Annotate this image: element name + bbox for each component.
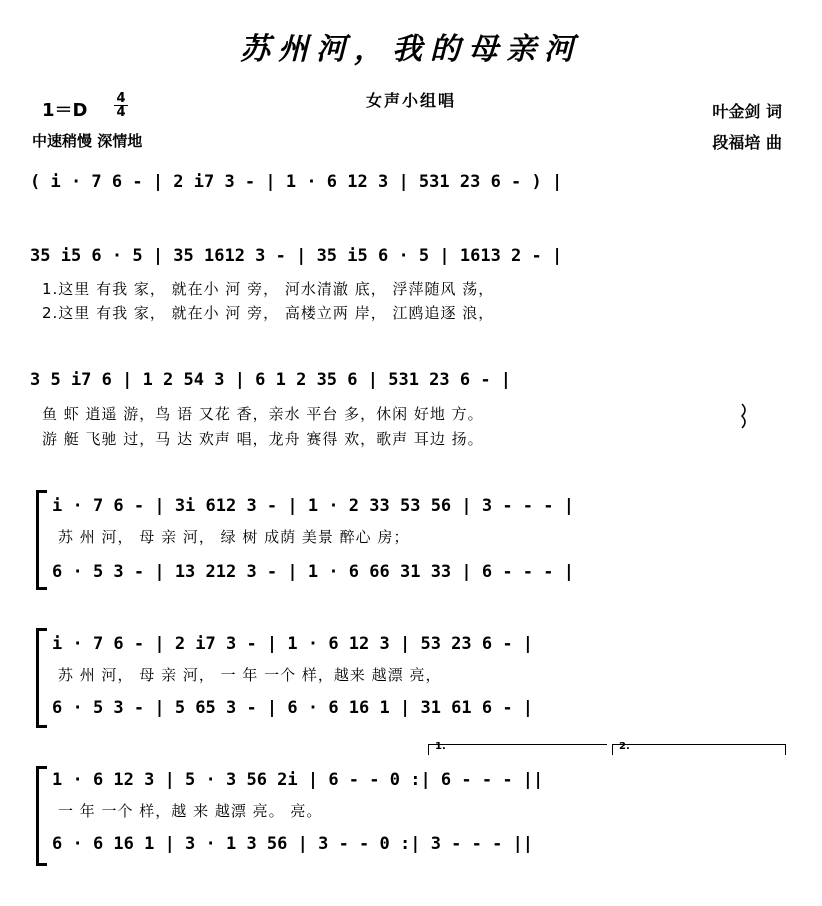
second-ending-label: 2. [619, 741, 630, 752]
time-signature [114, 92, 128, 119]
chorus-lower-voice-line-1: 6 · 5 3 - | 13 212 3 - | 1 · 6 66 31 33 | 6 - - - | [52, 562, 574, 582]
chorus-lyric-line-2: 苏 州 河， 母 亲 河， 一 年 一个 样，越来 越漂 亮， [58, 666, 442, 684]
song-title: 苏州河，我的母亲河 [240, 32, 582, 67]
verse-melody-line-1: 35 i5 6 · 5 | 35 1612 3 - | 35 i5 6 · 5 | 1613 2 - | [30, 246, 563, 266]
composer-credit: 段福培 曲 [712, 133, 782, 152]
verse-2-lyric-line-1: 2.这里 有我 家， 就在小 河 旁， 高楼立两 岸， 江鸥追逐 浪， [42, 304, 495, 322]
chorus-upper-voice-line-3: 1 · 6 12 3 | 5 · 3 56 2i | 6 - - 0 :| 6 - - - || [52, 770, 544, 790]
first-ending-bracket [428, 741, 607, 755]
intro-notation: ( i · 7 6 - | 2 i7 3 - | 1 · 6 12 3 | 531 23 6 - ) | [30, 172, 563, 192]
chorus-upper-voice-line-1: i · 7 6 - | 3i 612 3 - | 1 · 2 33 53 56 | 3 - - - | [52, 496, 574, 516]
verse-2-lyric-line-2: 游 艇 飞驰 过，马 达 欢声 唱，龙舟 赛得 欢，歌声 耳边 扬。 [42, 430, 484, 448]
system-bracket [36, 490, 47, 590]
tempo-marking: 中速稍慢 深情地 [32, 132, 143, 150]
time-signature-top: 4 [116, 91, 126, 106]
system-bracket [36, 628, 47, 728]
verse-1-lyric-line-1: 1.这里 有我 家， 就在小 河 旁， 河水清澈 底， 浮萍随风 荡， [42, 280, 495, 298]
verse-1-lyric-line-2: 鱼 虾 逍遥 游，鸟 语 又花 香，亲水 平台 多，休闲 好地 方。 [42, 405, 484, 423]
key-signature: 1＝D [42, 100, 88, 121]
lyricist-credit: 叶金剑 词 [712, 102, 782, 121]
performance-type: 女声小组唱 [365, 91, 456, 110]
first-ending-label: 1. [435, 741, 446, 752]
chorus-lyric-line-3: 一 年 一个 样，越 来 越漂 亮。 亮。 [58, 802, 323, 820]
chorus-upper-voice-line-2: i · 7 6 - | 2 i7 3 - | 1 · 6 12 3 | 53 23 6 - | [52, 634, 534, 654]
system-bracket [36, 766, 47, 866]
chorus-lyric-line-1: 苏 州 河， 母 亲 河， 绿 树 成荫 美景 醉心 房； [58, 528, 410, 546]
chorus-lower-voice-line-2: 6 · 5 3 - | 5 65 3 - | 6 · 6 16 1 | 31 61 6 - | [52, 698, 534, 718]
chorus-lower-voice-line-3: 6 · 6 16 1 | 3 · 1 3 56 | 3 - - 0 :| 3 - - - || [52, 834, 534, 854]
second-ending-bracket [612, 741, 786, 755]
time-signature-bottom: 4 [116, 105, 126, 120]
verse-melody-line-2: 3 5 i7 6 | 1 2 54 3 | 6 1 2 35 6 | 531 23 6 - | [30, 370, 512, 390]
